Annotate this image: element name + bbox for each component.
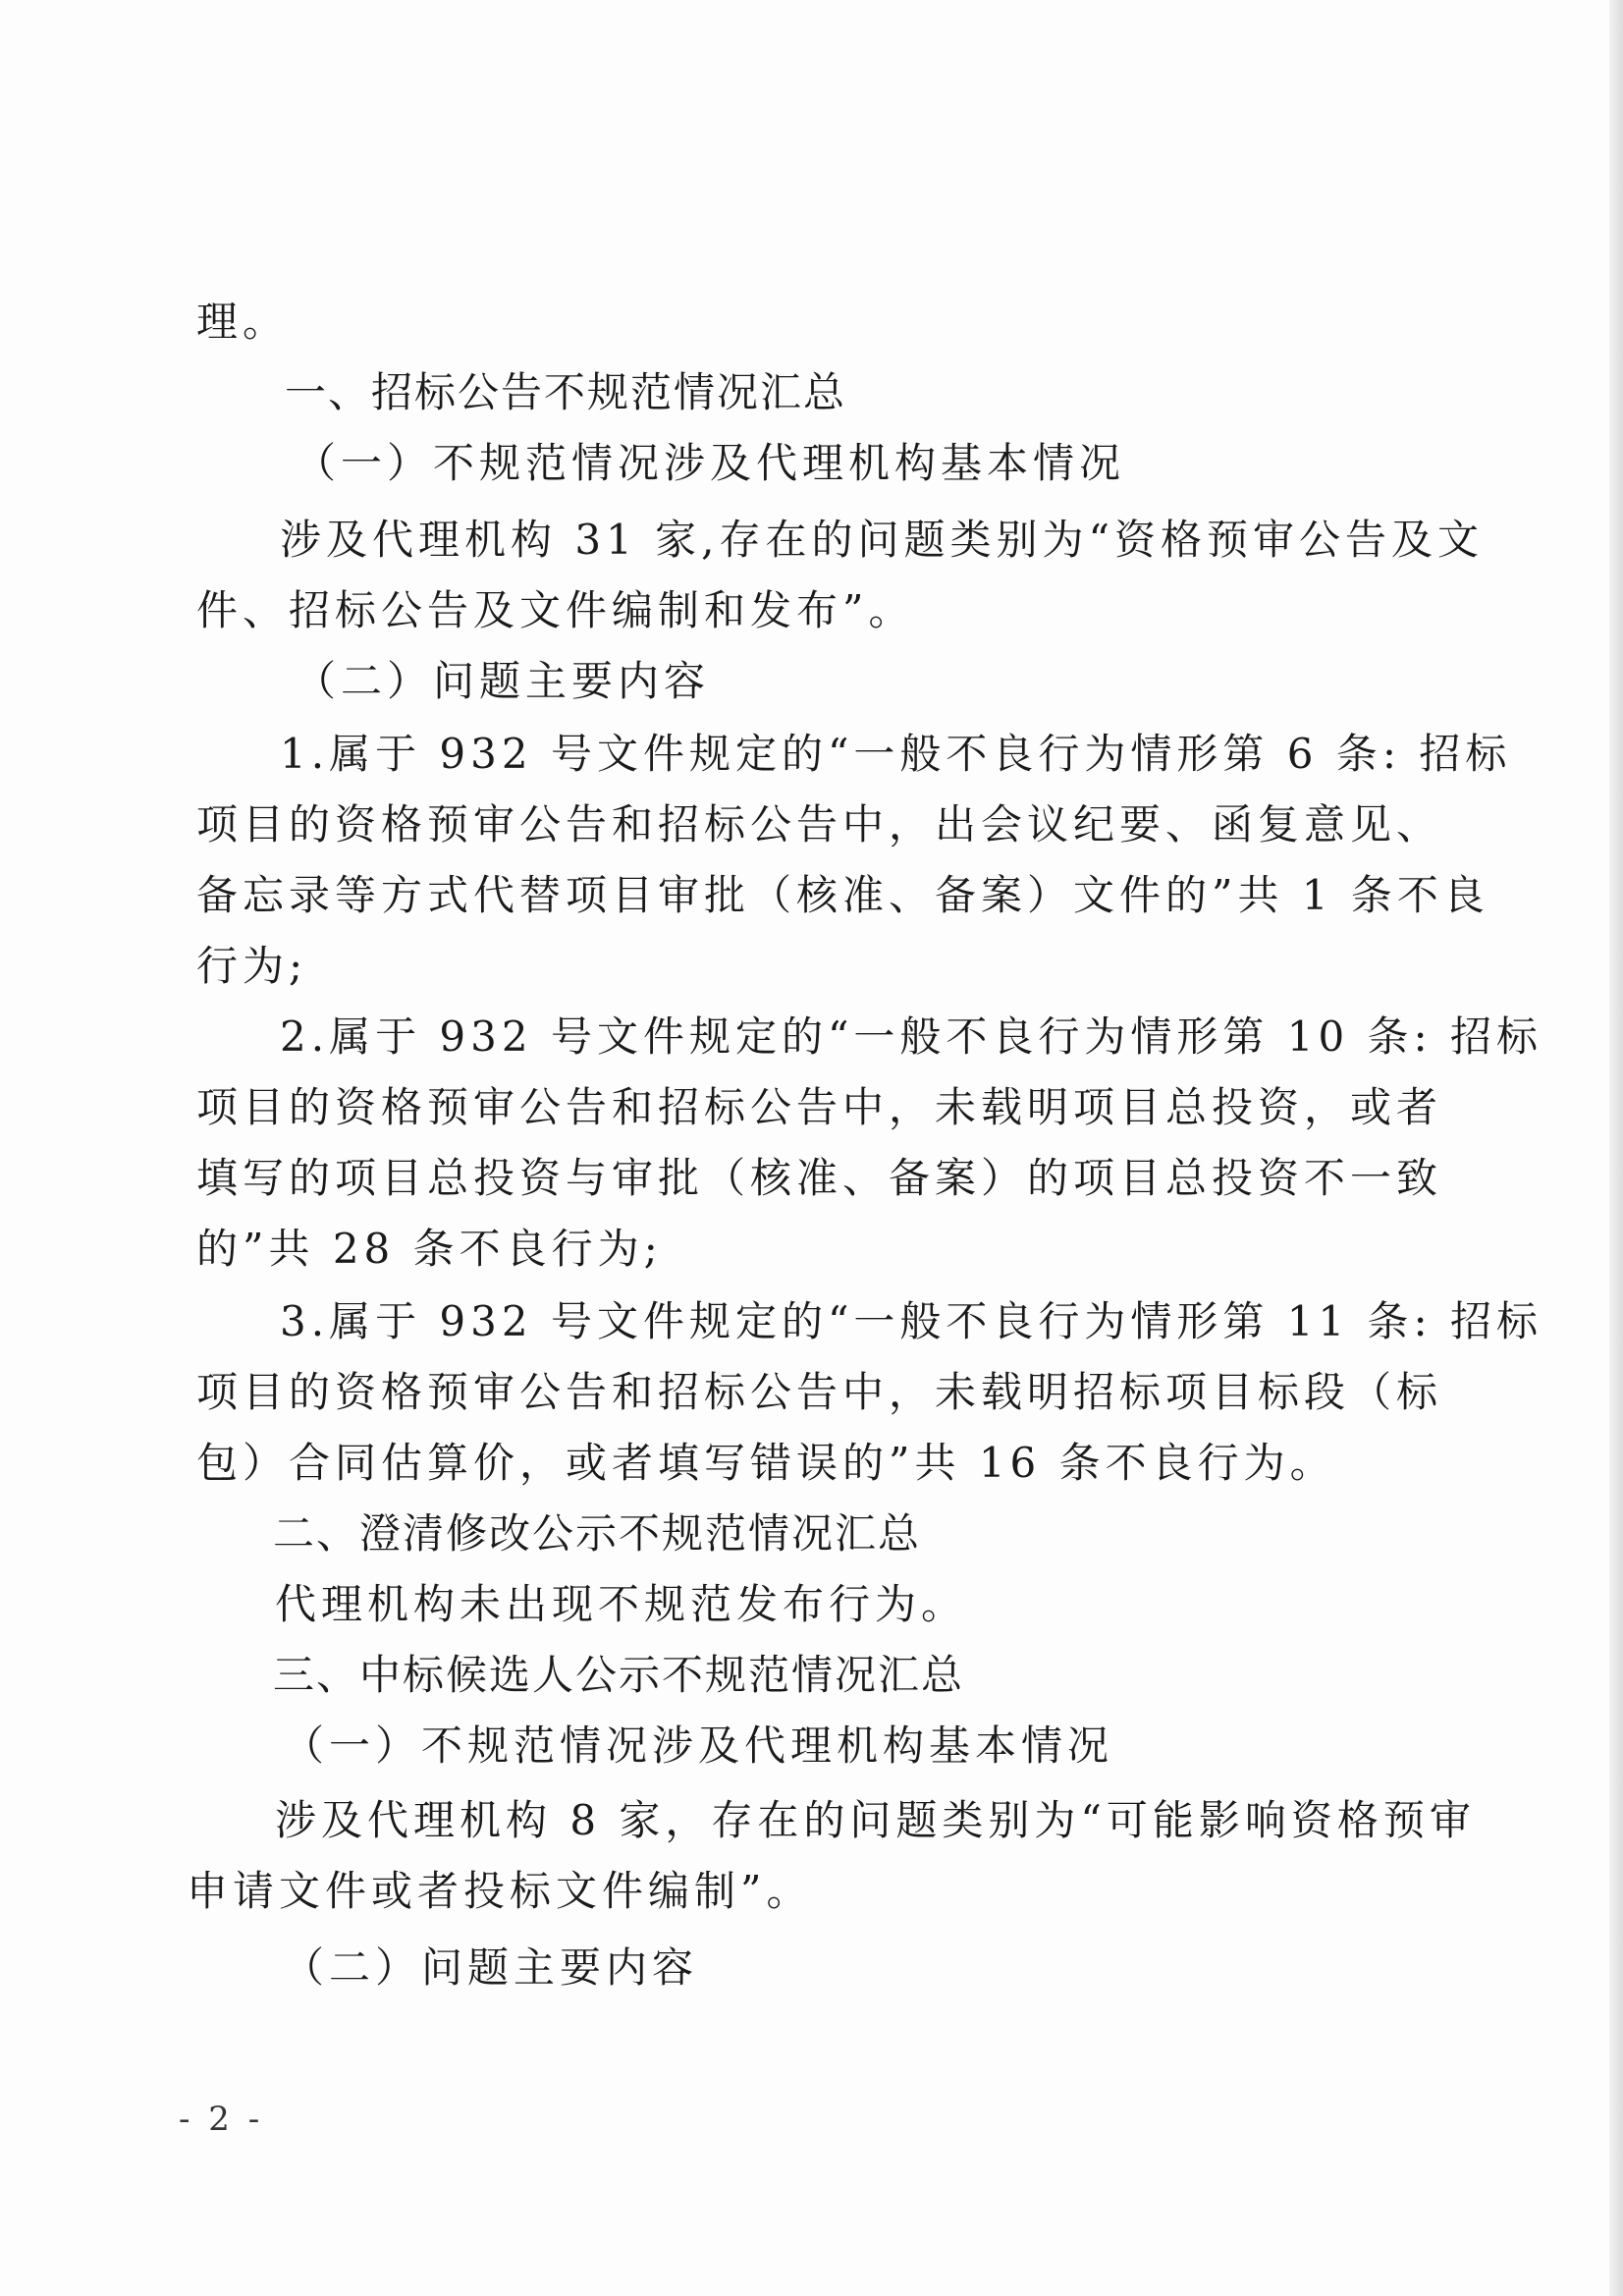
item1-line3: 备忘录等方式代替项目审批（核准、备案）文件的”共 1 条不良 — [196, 871, 1489, 919]
section1-sub2-heading: （二）问题主要内容 — [295, 657, 711, 705]
scan-edge-shadow — [1609, 0, 1623, 2296]
section2-heading: 二、澄清修改公示不规范情况汇总 — [273, 1509, 922, 1558]
section3-sub1-line1: 涉及代理机构 8 家，存在的问题类别为“可能影响资格预审 — [275, 1796, 1476, 1844]
item3-line3: 包）合同估算价，或者填写错误的”共 16 条不良行为。 — [196, 1439, 1336, 1487]
section3-heading: 三、中标候选人公示不规范情况汇总 — [273, 1651, 965, 1699]
item1-line1: 1.属于 932 号文件规定的“一般不良行为情形第 6 条: 招标 — [280, 730, 1512, 778]
item3-line1: 3.属于 932 号文件规定的“一般不良行为情形第 11 条: 招标 — [280, 1297, 1543, 1345]
section1-sub1-line2: 件、招标公告及文件编制和发布”。 — [196, 586, 915, 634]
page-number: - 2 - — [179, 2100, 264, 2139]
section2-text: 代理机构未出现不规范发布行为。 — [275, 1580, 968, 1628]
carry-over-text: 理。 — [196, 298, 290, 346]
section1-sub1-heading: （一）不规范情况涉及代理机构基本情况 — [295, 439, 1126, 487]
item2-line3: 填写的项目总投资与审批（核准、备案）的项目总投资不一致 — [196, 1154, 1443, 1202]
item1-line2: 项目的资格预审公告和招标公告中，出会议纪要、函复意见、 — [196, 800, 1443, 848]
item3-line2: 项目的资格预审公告和招标公告中，未载明招标项目标段（标 — [196, 1368, 1443, 1416]
section3-sub2-heading: （二）问题主要内容 — [283, 1943, 699, 1992]
item2-line2: 项目的资格预审公告和招标公告中，未载明项目总投资，或者 — [196, 1083, 1443, 1131]
section1-sub1-line1: 涉及代理机构 31 家,存在的问题类别为“资格预审公告及文 — [280, 516, 1484, 564]
item2-line4: 的”共 28 条不良行为; — [196, 1225, 663, 1273]
section3-sub1-heading: （一）不规范情况涉及代理机构基本情况 — [283, 1722, 1114, 1770]
item2-line1: 2.属于 932 号文件规定的“一般不良行为情形第 10 条: 招标 — [280, 1012, 1543, 1061]
item1-line4: 行为; — [196, 942, 308, 990]
section1-heading: 一、招标公告不规范情况汇总 — [285, 368, 847, 416]
section3-sub1-line2: 申请文件或者投标文件编制”。 — [187, 1867, 813, 1915]
